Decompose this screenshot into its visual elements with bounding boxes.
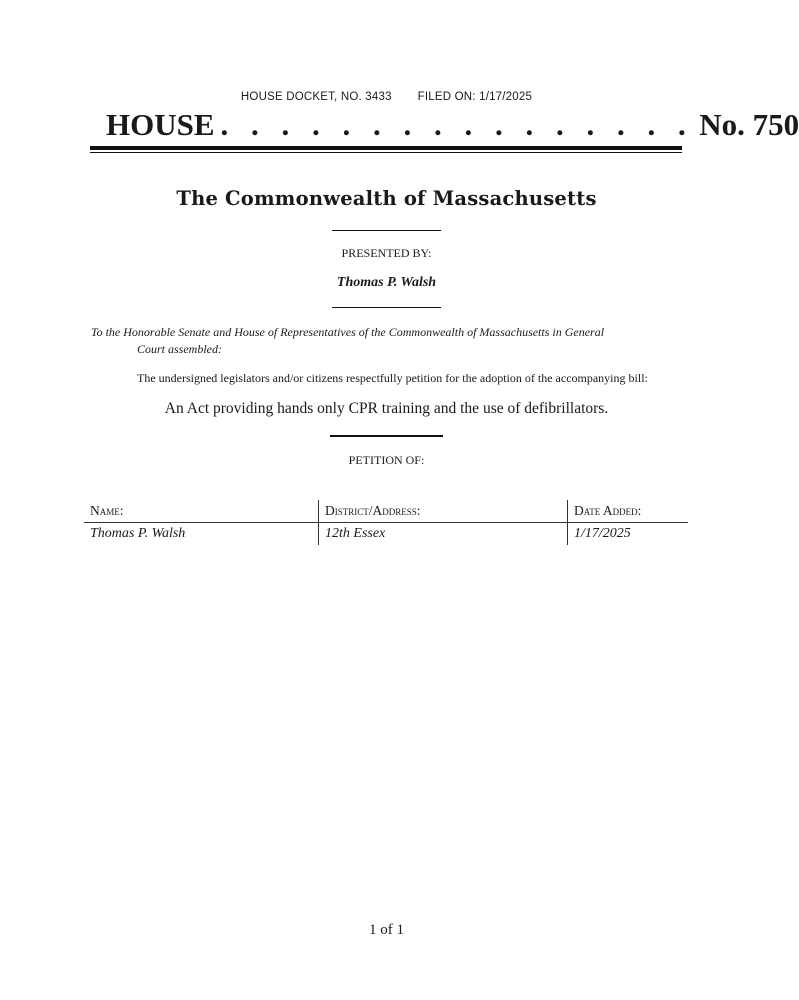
petition-intro: The undersigned legislators and/or citizens respectfully petition for the adoption of the accompanying bill: [137,371,648,385]
divider-rule [332,230,441,231]
heading-rule-thin [90,152,682,153]
act-title: An Act providing hands only CPR training and the use of defibrillators. [164,400,609,417]
divider-rule [332,307,441,308]
column-header-date: Date Added: [568,500,689,523]
petitioner-date-added: 1/17/2025 [568,523,689,546]
sponsor-name: Thomas P. Walsh [336,275,437,290]
table-header-row [84,500,688,523]
table-row [84,523,688,546]
filed-date: FILED ON: 1/17/2025 [417,91,533,103]
addressee-line-1: To the Honorable Senate and House of Representatives of the Commonwealth of Massachusetts in General [91,325,605,339]
petition-table [84,500,688,545]
petitioner-district: 12th Essex [319,523,568,546]
divider-rule [330,435,443,437]
docket-number: HOUSE DOCKET, NO. 3433 [240,91,392,103]
column-header-district: District/Address: [319,500,568,523]
page-number: 1 of 1 [369,922,404,938]
bill-heading [106,103,799,147]
addressee [91,324,651,358]
petitioner-name: Thomas P. Walsh [90,526,186,541]
leader-dots: . . . . . . . . . . . . . . . . [220,107,694,142]
presented-by-label: PRESENTED BY: [341,246,432,260]
heading-rule-thick [90,146,682,150]
bill-number: No. 750 [699,107,799,142]
column-header-name: Name: [84,500,319,523]
addressee-line-2: Court assembled: [137,342,222,356]
chamber-label: HOUSE [106,107,215,142]
docket-line [0,91,773,103]
petition-of-label: PETITION OF: [348,453,425,467]
commonwealth-title: The Commonwealth of Massachusetts [176,187,597,210]
